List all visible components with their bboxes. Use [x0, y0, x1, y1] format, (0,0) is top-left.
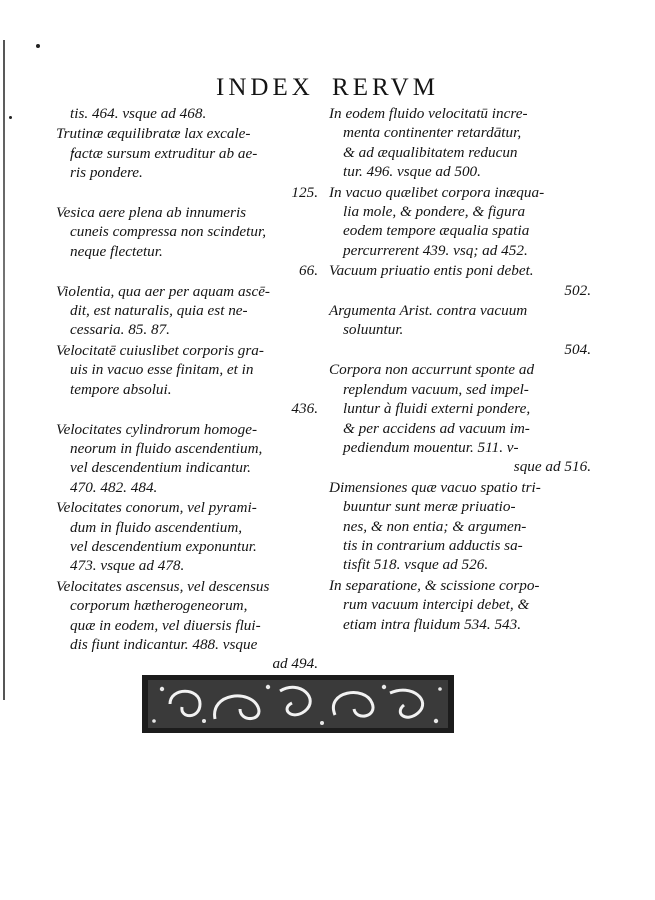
printers-ornament [140, 669, 456, 739]
index-entry-line: dit, est naturalis, quia est ne- [70, 302, 248, 320]
index-entry-line: tis in contrarium adductis sa- [343, 536, 523, 554]
ink-speck [36, 44, 40, 48]
index-entry-line: Velocitates ascensus, vel descensus [56, 577, 270, 595]
index-entry-page-ref: 66. [299, 262, 318, 280]
index-entry-line: Vesica aere plena ab innumeris [56, 204, 247, 222]
running-head: INDEX RERVM [216, 74, 439, 101]
index-entry-page-ref: 436. [291, 400, 318, 418]
index-entry [329, 301, 591, 359]
index-entry-line: Vacuum priuatio entis poni debet. [329, 262, 534, 280]
index-entry-line: tisfit 518. vsque ad 526. [343, 556, 489, 574]
index-entry [56, 577, 318, 674]
index-entry-line: neorum in fluido ascendentium, [70, 439, 263, 457]
index-entry [56, 104, 318, 123]
index-column-left [56, 104, 318, 675]
index-entry-line: vel descendentium exponuntur. [70, 537, 257, 555]
index-entry-line: tur. 496. vsque ad 500. [343, 163, 481, 181]
index-entry [56, 341, 318, 419]
index-entry-line: dum in fluido ascendentium, [70, 518, 243, 536]
index-entry-line: replendum vacuum, sed impel- [343, 380, 529, 398]
index-entry-line: cuneis compressa non scindetur, [70, 223, 267, 241]
index-entry-page-ref: 504. [564, 340, 591, 358]
index-entry-line: vel descendentium indicantur. [70, 459, 251, 477]
index-entry-line: Velocitates cylindrorum homoge- [56, 420, 258, 438]
index-entry-line: In separatione, & scissione corpo- [329, 576, 540, 594]
index-entry [56, 124, 318, 202]
index-entry-line: factæ sursum extruditur ab ae- [70, 144, 258, 162]
index-entry-line: & per accidens ad vacuum im- [343, 419, 530, 437]
index-entry [329, 478, 591, 575]
index-entry-line: etiam intra fluidum 534. 543. [343, 615, 522, 633]
index-entry-line: lia mole, & pondere, & figura [343, 203, 526, 221]
index-entry-line: corporum hætherogeneorum, [70, 597, 248, 615]
index-entry-line: buuntur sunt meræ priuatio- [343, 498, 516, 516]
index-entry-line: pediendum mouentur. 511. v- [343, 438, 519, 456]
index-entry-line: Dimensiones quæ vacuo spatio tri- [329, 478, 541, 496]
index-entry-line: cessaria. 85. 87. [70, 321, 170, 339]
index-entry-page-ref: sque ad 516. [513, 458, 591, 476]
index-entry-page-ref: 502. [564, 281, 591, 299]
index-entry-line: tis. 464. vsque ad 468. [70, 105, 207, 122]
index-entry [329, 576, 591, 634]
index-entry [56, 498, 318, 576]
index-entry-line: Argumenta Arist. contra vacuum [329, 302, 528, 320]
index-entry-line: 473. vsque ad 478. [70, 557, 185, 575]
index-entry-line: Trutinæ æquilibratæ lax excale- [56, 125, 251, 143]
index-entry-line: & ad æqualibitatem reducun [343, 143, 518, 161]
index-entry-line: menta continenter retardātur, [343, 124, 522, 142]
index-entry [329, 183, 591, 261]
index-entry-line: dis fiunt indicantur. 488. vsque [70, 635, 258, 653]
index-entry-line: percurrerent 439. vsq; ad 452. [343, 241, 528, 259]
index-entry [56, 203, 318, 281]
index-entry [329, 360, 591, 476]
index-entry-line: Velocitates conorum, vel pyrami- [56, 499, 257, 517]
index-entry-line: ris pondere. [70, 164, 143, 182]
index-entry-line: luntur à fluidi externi pondere, [343, 400, 531, 418]
index-entry-line: neque flectetur. [70, 242, 163, 260]
index-entry-line: quæ in eodem, vel diuersis flui- [70, 616, 261, 634]
index-entry-line: soluuntur. [343, 321, 404, 339]
index-entry-line: 470. 482. 484. [70, 478, 158, 496]
index-entry-line: Violentia, qua aer per aquam ascē- [56, 282, 270, 300]
index-entry-line: Velocitatē cuiuslibet corporis gra- [56, 341, 264, 359]
index-entry-line: In eodem fluido velocitatū incre- [329, 105, 528, 122]
index-column-right [329, 104, 591, 635]
index-entry [329, 261, 591, 300]
index-entry [56, 420, 318, 498]
index-entry [329, 104, 591, 182]
index-entry-line: eodem tempore æqualia spatia [343, 222, 530, 240]
index-entry-line: rum vacuum intercipi debet, & [343, 596, 530, 614]
index-entry-line: In vacuo quælibet corpora inæqua- [329, 183, 545, 201]
index-entry-line: tempore absolui. [70, 380, 172, 398]
page-edge-line [3, 40, 5, 700]
index-entry-page-ref: ad 494. [272, 655, 318, 673]
index-entry-line: uis in vacuo esse finitam, et in [70, 361, 254, 379]
ink-speck [9, 116, 12, 119]
index-entry [56, 282, 318, 340]
index-entry-page-ref: 125. [291, 183, 318, 201]
index-entry-line: nes, & non entia; & argumen- [343, 517, 527, 535]
index-entry-line: Corpora non accurrunt sponte ad [329, 361, 535, 379]
